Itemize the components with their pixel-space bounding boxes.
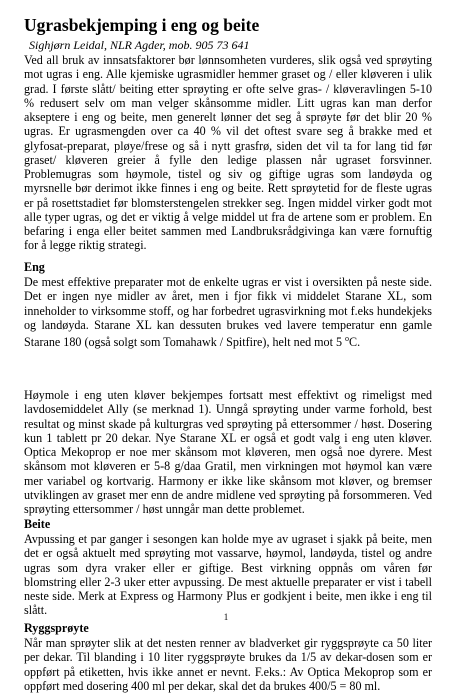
ryggsproyte-paragraph: Når man sprøyter slik at det nesten renner av bladverket gir ryggsprøyte ca 50 liter per dekar. Til blanding i 10 liter ryggsprøyte brukes da 1/5 av dekar-dosen som er oppført på etiketten, hvis ikke annet er nevnt. F.eks.: Av Optica Mekoprop som er oppført med dosering 400 ml per dekar, skal det da brukes 400/5 = 80 ml. — [24, 636, 432, 693]
page-title: Ugrasbekjemping i eng og beite — [24, 15, 260, 35]
degree-sign: o — [345, 334, 350, 343]
eng-paragraph-1-unit: C. — [349, 335, 361, 350]
section-heading-ryggsproyte: Ryggsprøyte — [24, 621, 89, 635]
eng-paragraph-1 — [24, 275, 432, 349]
beite-paragraph: Avpussing et par ganger i sesongen kan holde mye av ugraset i sjakk på beite, men det er også aktuelt med sprøyting mot vassarve, høymol, landøyda, tistel og andre ugras som dyra vraker eller er giftige. Best virkning oppnås om våren før blomstring eller 2-3 uker etter avpussing. De mest aktuelle preparater er vist i tabell neste side. Merk at Express og Harmony Plus er godkjent i beite, men ikke i eng til slått. — [24, 532, 432, 618]
intro-paragraph: Ved all bruk av innsatsfaktorer bør lønnsomheten vurderes, slik også ved sprøyting mot ugras i eng. Alle kjemiske ugrasmidler hemmer graset og / eller kløveren i ulik grad. I første slått/ beiting etter sprøyting er ofte selve gras- / kløveravlingen 5-10 % redusert selv om man velger skånsomme midler. Litt ugras kan man derfor akseptere i eng og beite, men generelt lønner det seg å sprøyte før det blir 20 % ugras. Er ugrasmengden over ca 40 % vil det oftest svare seg å brakke med et glyfosat-preparat, pløye/frese og så i nytt grasfrø, siden det vil ta for lang tid før graset/ kløveren greier å fylle den ledige plassen når ugraset forsvinner. Problemugras som høymole, tistel og siv og giftige ugras som landøyda og myrsnelle bør derimot ikke finnes i eng og beite. Rett sprøytetid for de fleste ugras er på rosettstadiet før blomsterstengelen strekker seg. Ingen middel virker godt mot alle typer ugras, og det er viktig å velge middel ut fra de artene som er problem. En befaring i enga eller beitet sammen med Landbruksrådgivinga kan være fornuftig for å legge riktig strategi. — [24, 53, 432, 253]
section-heading-eng: Eng — [24, 260, 45, 274]
eng-paragraph-1-text: De mest effektive preparater mot de enkelte ugras er vist i oversikten på neste side. Det er ingen nye midler av året, men i fjor fikk vi middelet Starane XL, som inneholder to virksomme stoff, og har forbedret ugrasvirkning mot f.eks hundekjeks og landøyda. Starane XL kan dessuten brukes ved lavere temperatur enn gamle Starane 180 (også solgt som Tomahawk / Spitfire), helt ned mot 5 — [24, 275, 432, 350]
section-heading-beite: Beite — [24, 517, 51, 531]
eng-paragraph-2: Høymole i eng uten kløver bekjempes fortsatt mest effektivt og rimeligst med lavdosemiddelet Ally (se merknad 1). Unngå sprøyting under varme forhold, best resultat og minst skade på kulturgras ved sprøyting på ettersommer / høst. Dosering kun 1 tablett pr 20 dekar. Nye Starane XL er også et godt valg i eng uten kløver. Optica Mekoprop er noe mer skånsom mot kløveren, men også noe dyrere. Mest skånsom mot kløveren er 5-8 g/daa Gratil, men virkningen mot høymol kan være mer variabel og kortvarig. Harmony er ikke like skånsom mot kløver, og bremser utviklingen av graset mer enn de andre midlene ved sprøyting på forsommeren. Ved sprøyting ettersommer / høst unngår man dette problemet. — [24, 388, 432, 516]
author-byline: Sighjørn Leidal, NLR Agder, mob. 905 73 641 — [29, 38, 250, 52]
page-number: 1 — [223, 612, 229, 622]
